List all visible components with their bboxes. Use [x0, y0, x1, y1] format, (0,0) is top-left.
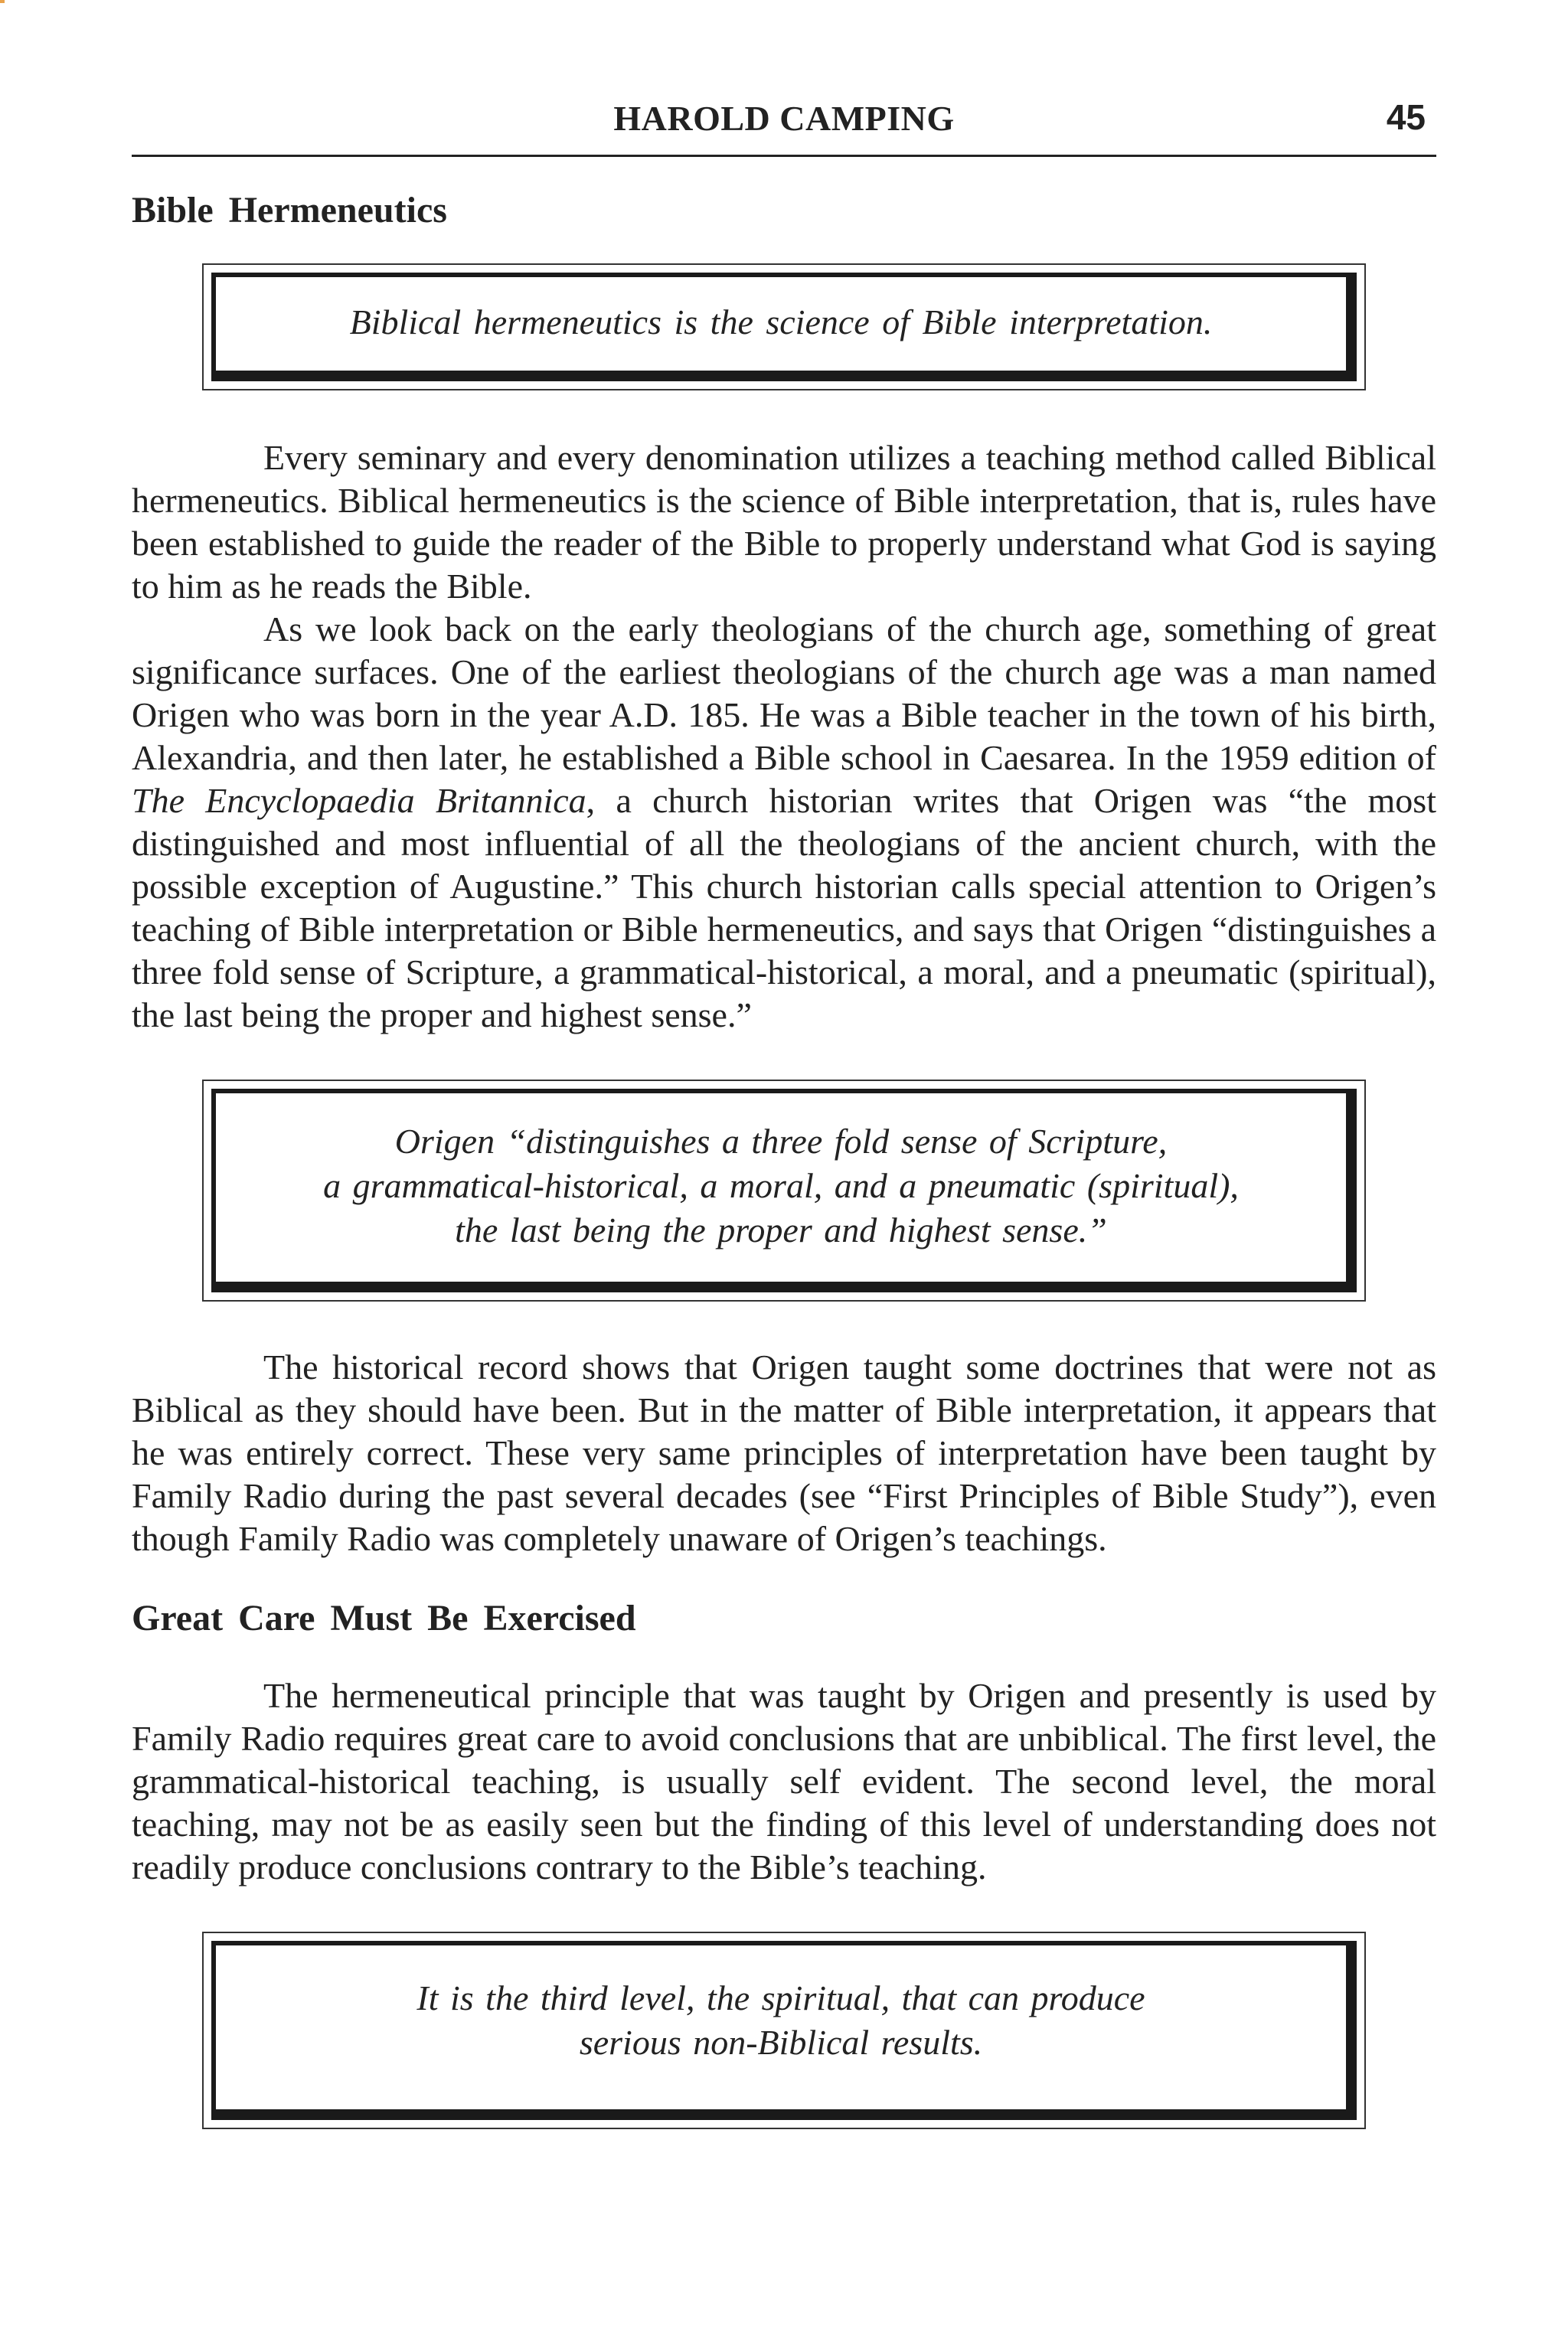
- running-title: HAROLD CAMPING: [613, 99, 955, 138]
- running-header: [132, 92, 1436, 157]
- body-text-historical: [132, 1346, 1436, 1560]
- paragraph-historical-record: The historical record shows that Origen taught some doctrines that were not as Biblical as they should have been. But in the matter of Bible interpretation, it appears that he was entirely correct. These very same principles of interpretation have been taught by Family Radio during the past several decades (see “First Principles of Bible Study”), even though Family Radio was completely unaware of Origen’s teachings.: [132, 1348, 1436, 1558]
- section-heading-great-care: Great Care Must Be Exercised: [132, 1598, 636, 1638]
- callout-line: serious non-Biblical results.: [579, 2023, 983, 2062]
- paragraph-seminary: Every seminary and every denomination utilizes a teaching method called Biblical hermeneutics. Biblical hermeneutics is the science of Bible interpretation, that is, rules have been established to guide the reader of the Bible to properly understand what God is saying to him as he reads the Bible.: [132, 438, 1436, 606]
- encyclopaedia-title: The Encyclopaedia Britannica: [132, 781, 586, 820]
- callout-text-definition: Biblical hermeneutics is the science of Bible interpretation.: [211, 273, 1357, 381]
- callout-line: It is the third level, the spiritual, that can produce: [416, 1978, 1145, 2017]
- callout-line: the last being the proper and highest sense.”: [455, 1210, 1107, 1250]
- page-number: 45: [1386, 97, 1426, 137]
- paragraph-origen-part1: As we look back on the early theologians of the church age, something of great significance surfaces. One of the earliest theologians of the church age was a man named Origen who was born in the year A.D. 185. He was a Bible teacher in the town of his birth, Alexandria, and then later, he established a Bible school in Caesarea. In the 1959 edition of: [132, 609, 1436, 777]
- callout-box-third-level: [202, 1932, 1366, 2129]
- paragraph-origen: [132, 608, 1436, 1037]
- corner-mark: [0, 0, 5, 3]
- paragraph-hermeneutical-principle: The hermeneutical principle that was taught by Origen and presently is used by Family Radio requires great care to avoid conclusions that are unbiblical. The first level, the grammatical-historical teaching, is usually self evident. The second level, the moral teaching, may not be as easily seen but the finding of this level of understanding does not readily produce conclusions contrary to the Bible’s teaching.: [132, 1676, 1436, 1886]
- body-text-great-care: [132, 1674, 1436, 1889]
- body-text-intro: [132, 436, 1436, 1037]
- callout-line: a grammatical-historical, a moral, and a pneumatic (spiritual),: [323, 1166, 1239, 1205]
- document-page: [132, 92, 1436, 2129]
- callout-box-origen-quote: [202, 1080, 1366, 1302]
- callout-line: Origen “distinguishes a three fold sense of Scripture,: [394, 1122, 1168, 1161]
- callout-text-third-level: [211, 1941, 1357, 2120]
- callout-text-origen-quote: [211, 1089, 1357, 1292]
- paragraph-origen-part2: , a church historian writes that Origen was “the most distinguished and most influential of all the theologians of the ancient church, with the possible exception of Augustine.” This church historian calls special attention to Origen’s teaching of Bible interpretation or Bible hermeneutics, and says that Origen “distinguishes a three fold sense of Scripture, a grammatical-historical, a moral, and a pneumatic (spiritual), the last being the proper and highest sense.”: [132, 781, 1436, 1034]
- section-heading-bible-hermeneutics: Bible Hermeneutics: [132, 190, 447, 230]
- callout-box-definition: [202, 263, 1366, 390]
